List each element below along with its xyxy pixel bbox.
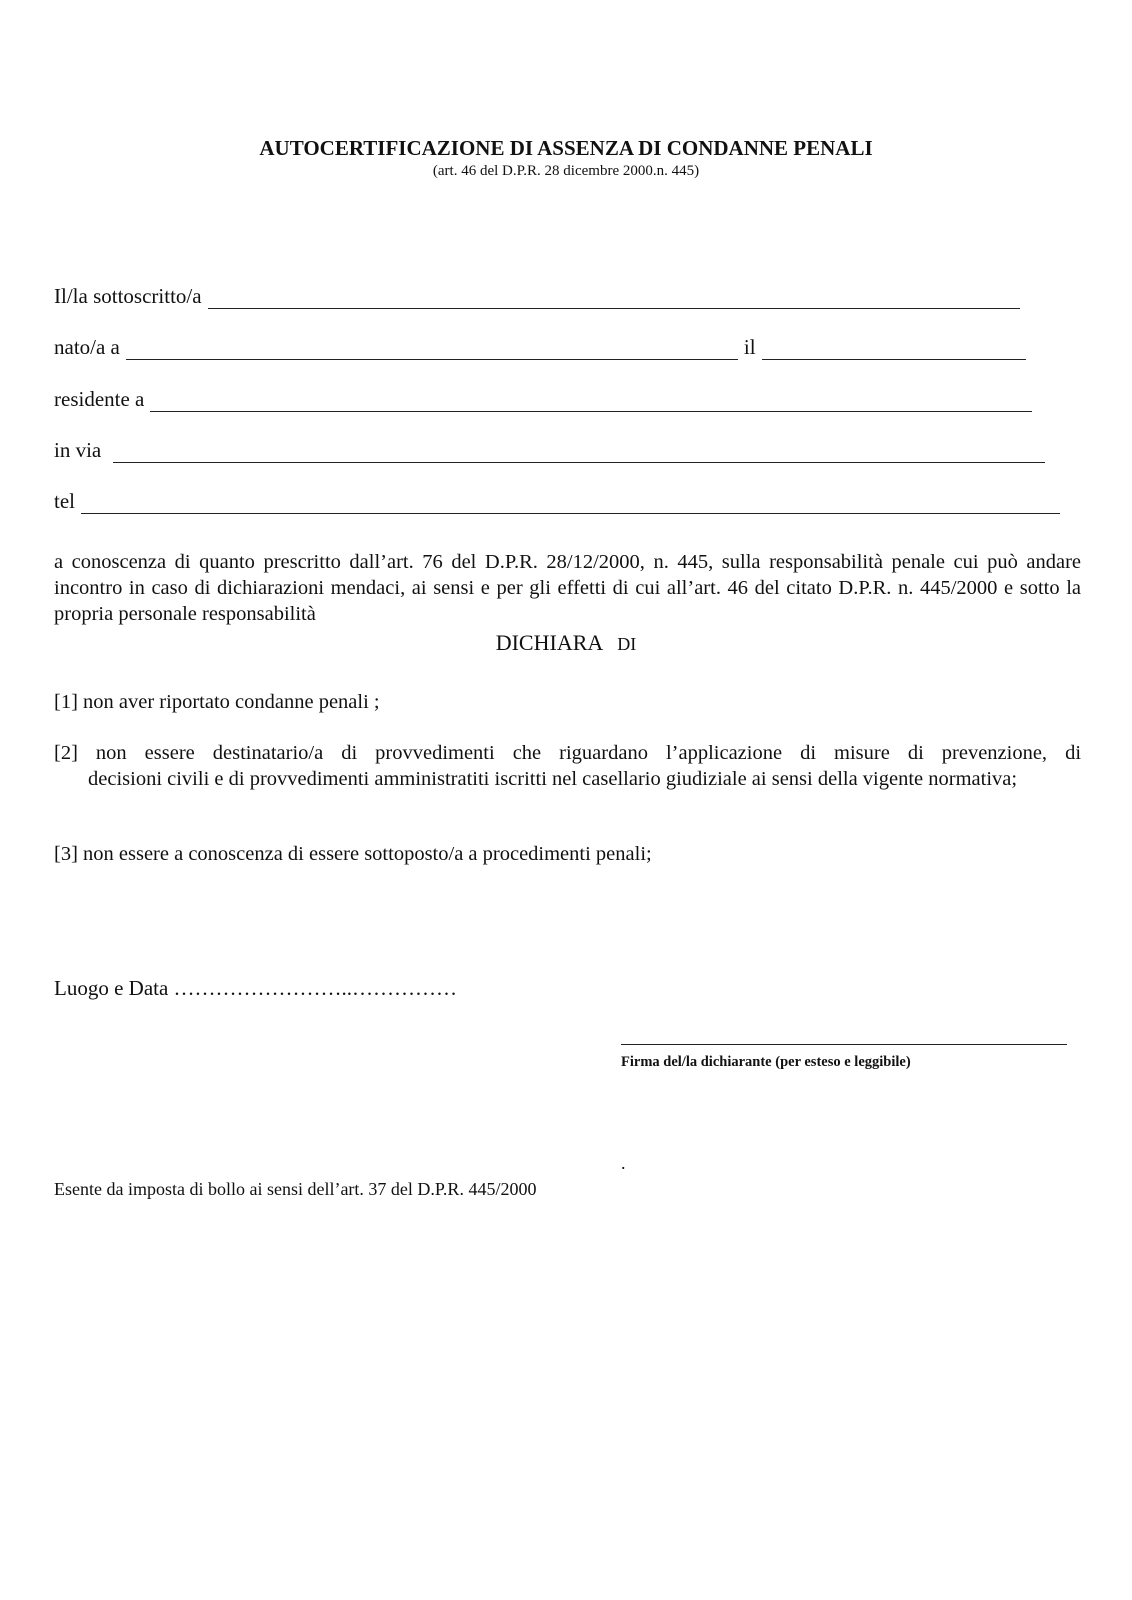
item-text-continuation: decisioni civili e di provvedimenti amministratiti iscritti nel casellario giudiziale ai sensi della vigente normativa;: [88, 768, 1018, 790]
signature-label: Firma del/la dichiarante (per esteso e leggibile): [621, 1054, 911, 1070]
nato-input[interactable]: [126, 337, 738, 360]
via-input[interactable]: [113, 440, 1045, 463]
il-label: il: [743, 335, 756, 359]
sottoscritto-label: Il/la sottoscritto/a: [54, 284, 202, 308]
via-label: in via: [54, 438, 102, 462]
declaration-item-2: [54, 740, 1081, 792]
item-marker: [1]: [54, 691, 78, 713]
field-row-via: [54, 438, 1045, 463]
document-subtitle: (art. 46 del D.P.R. 28 dicembre 2000.n. 445): [432, 163, 700, 179]
di-word: DI: [617, 634, 637, 654]
nato-label: nato/a a: [54, 335, 120, 359]
declaration-item-1: [54, 689, 1081, 715]
item-text: non essere a conoscenza di essere sottoposto/a a procedimenti penali;: [83, 843, 652, 865]
item-marker: [2]: [54, 742, 78, 764]
dichiara-heading: [0, 630, 1132, 656]
tel-label: tel: [54, 489, 75, 513]
residente-label: residente a: [54, 387, 145, 411]
field-row-residente: [54, 387, 1032, 412]
document-title: AUTOCERTIFICAZIONE DI ASSENZA DI CONDANNE PENALI: [259, 136, 873, 160]
il-input[interactable]: [762, 337, 1026, 360]
field-row-sottoscritto: [54, 284, 1020, 309]
tel-input[interactable]: [81, 491, 1060, 514]
signature-line[interactable]: [621, 1044, 1067, 1045]
item-first-line: [54, 740, 1081, 766]
field-row-nato: [54, 335, 1026, 360]
luogo-data-row: [54, 976, 457, 1001]
item-text: non aver riportato condanne penali ;: [83, 691, 380, 713]
item-marker: [3]: [54, 843, 78, 865]
declaration-item-3: [54, 841, 1081, 867]
stamp-duty-note: Esente da imposta di bollo ai sensi dell’art. 37 del D.P.R. 445/2000: [54, 1179, 537, 1199]
luogo-data-dots[interactable]: ……………………..……………: [173, 976, 458, 1000]
declaration-paragraph: a conoscenza di quanto prescritto dall’art. 76 del D.P.R. 28/12/2000, n. 445, sulla responsabilità penale cui può andare incontro in caso di dichiarazioni mendaci, ai sensi e per gli effetti di cui all’art. 46 del citato D.P.R. n. 445/2000 e sotto la propria personale responsabilità: [54, 551, 1081, 625]
dichiara-word: DICHIARA: [495, 630, 604, 655]
sottoscritto-input[interactable]: [208, 286, 1020, 309]
field-row-tel: [54, 489, 1060, 514]
stray-dot: .: [621, 1153, 626, 1173]
item-text-first: non essere destinatario/a di provvedimenti che riguardano l’applicazione di misure di prevenzione, di: [95, 742, 1082, 764]
luogo-label: Luogo e Data: [54, 976, 169, 1000]
residente-input[interactable]: [150, 389, 1032, 412]
